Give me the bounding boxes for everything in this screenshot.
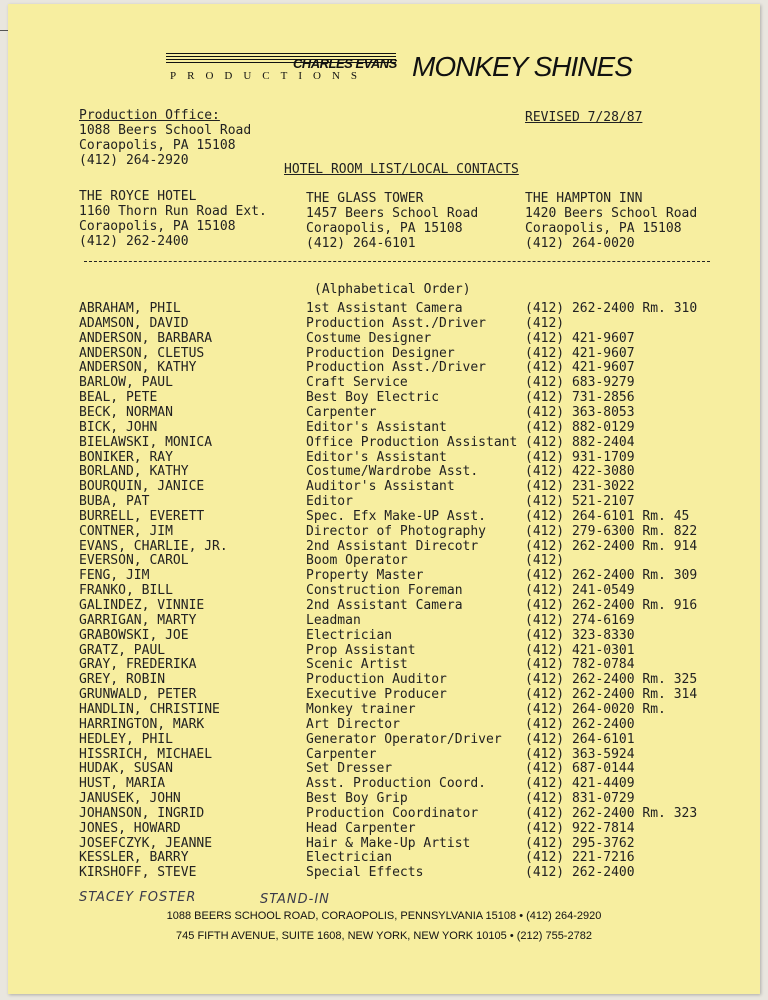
contact-phone: (412) 231-3022 xyxy=(525,479,635,495)
order-note: (Alphabetical Order) xyxy=(314,282,471,297)
contact-phone: (412) 421-0301 xyxy=(525,642,635,658)
contact-role: Director of Photography xyxy=(306,523,487,539)
revised-date: REVISED 7/28/87 xyxy=(525,110,643,125)
contact-phone: (412) 363-8053 xyxy=(525,404,635,420)
contact-name: ADAMSON, DAVID xyxy=(79,315,189,331)
contact-phone: (412) 882-2404 xyxy=(525,434,635,450)
company-name: CHARLES EVANS xyxy=(293,56,397,71)
contact-role: Generator Operator/Driver xyxy=(306,731,502,747)
contact-phone: (412) 262-2400 Rm. 325 xyxy=(525,672,698,688)
hotel-name: THE ROYCE HOTEL xyxy=(79,189,197,204)
contact-name: GRUNWALD, PETER xyxy=(79,687,197,703)
contact-role: Head Carpenter xyxy=(306,820,416,836)
hotel-address2: Coraopolis, PA 15108 xyxy=(525,221,682,236)
hotel-name: THE GLASS TOWER xyxy=(306,191,424,206)
productions-label: PRODUCTIONS xyxy=(170,70,369,82)
contact-phone: (412) 931-1709 xyxy=(525,449,635,465)
contact-role: Leadman xyxy=(306,612,361,628)
contact-name: KESSLER, BARRY xyxy=(79,850,189,866)
contact-role: Craft Service xyxy=(306,375,408,391)
contact-phone: (412) 882-0129 xyxy=(525,419,635,435)
contact-role: Auditor's Assistant xyxy=(306,479,455,495)
contact-role: Special Effects xyxy=(306,865,424,881)
contact-phone: (412) 363-5924 xyxy=(525,746,635,762)
contact-name: GRATZ, PAUL xyxy=(79,642,166,658)
contact-name: ANDERSON, BARBARA xyxy=(79,330,213,346)
contact-phone: (412) 264-0020 Rm. xyxy=(525,701,666,717)
contact-role: Production Asst./Driver xyxy=(306,315,487,331)
contact-phone: (412) 262-2400 xyxy=(525,716,635,732)
contact-role: Spec. Efx Make-UP Asst. xyxy=(306,508,487,524)
contact-phone: (412) 922-7814 xyxy=(525,820,635,836)
contact-role: Production Auditor xyxy=(306,672,447,688)
contact-phone: (412) 782-0784 xyxy=(525,657,635,673)
contact-name: GRAY, FREDERIKA xyxy=(79,657,197,673)
contact-phone: (412) 421-9607 xyxy=(525,360,635,376)
contact-phone: (412) 323-8330 xyxy=(525,627,635,643)
contact-role: Set Dresser xyxy=(306,761,393,777)
contact-name: ANDERSON, CLETUS xyxy=(79,345,205,361)
contact-role: Boom Operator xyxy=(306,553,408,569)
contact-phone: (412) 731-2856 xyxy=(525,390,635,406)
contact-name: HUST, MARIA xyxy=(79,776,166,792)
contact-role: Production Coordinator xyxy=(306,805,479,821)
contact-role: Asst. Production Coord. xyxy=(306,776,487,792)
contact-phone: (412) 221-7216 xyxy=(525,850,635,866)
hotel-address1: 1420 Beers School Road xyxy=(525,206,698,221)
contact-phone: (412) 279-6300 Rm. 822 xyxy=(525,523,698,539)
office-address2: Coraopolis, PA 15108 xyxy=(79,138,236,153)
contact-name: JONES, HOWARD xyxy=(79,820,181,836)
contact-name: GALINDEZ, VINNIE xyxy=(79,598,205,613)
hotel-address1: 1457 Beers School Road xyxy=(306,206,479,221)
contact-name: HUDAK, SUSAN xyxy=(79,761,173,777)
contact-role: Electrician xyxy=(306,850,393,866)
contact-role: 1st Assistant Camera xyxy=(306,301,463,316)
contact-name: BUBA, PAT xyxy=(79,494,150,510)
hotel-phone: (412) 264-0020 xyxy=(525,236,635,251)
contact-phone: (412) xyxy=(525,553,565,569)
document-page xyxy=(8,4,760,994)
contact-role: Editor xyxy=(306,494,353,510)
contact-role: Costume Designer xyxy=(306,330,432,346)
contact-name: FENG, JIM xyxy=(79,568,150,584)
contact-name: GRABOWSKI, JOE xyxy=(79,627,189,643)
contact-name: GARRIGAN, MARTY xyxy=(79,612,197,628)
contact-name: ABRAHAM, PHIL xyxy=(79,301,181,316)
contact-name: HANDLIN, CHRISTINE xyxy=(79,701,220,717)
contact-name: BARLOW, PAUL xyxy=(79,375,173,391)
contact-name: BICK, JOHN xyxy=(79,419,158,435)
contact-role: Production Designer xyxy=(306,345,455,361)
contact-phone: (412) 422-3080 xyxy=(525,464,635,480)
contact-name: HISSRICH, MICHAEL xyxy=(79,746,213,762)
film-title: MONKEY SHINES xyxy=(412,51,632,82)
contact-phone: (412) 262-2400 Rm. 314 xyxy=(525,687,698,703)
contact-role: Editor's Assistant xyxy=(306,449,447,465)
contact-role: Construction Foreman xyxy=(306,583,463,599)
contact-name: GREY, ROBIN xyxy=(79,672,166,688)
contact-role: Property Master xyxy=(306,568,424,584)
contact-phone: (412) 262-2400 Rm. 916 xyxy=(525,598,698,613)
contact-role: Hair & Make-Up Artist xyxy=(306,835,471,851)
contact-name: JOHANSON, INGRID xyxy=(79,805,205,821)
contact-role: Office Production Assistant xyxy=(306,434,518,450)
handwritten-role: STAND-IN xyxy=(260,892,330,907)
contact-name: FRANKO, BILL xyxy=(79,583,173,599)
contact-phone: (412) 683-9279 xyxy=(525,375,635,391)
contact-role: Costume/Wardrobe Asst. xyxy=(306,464,479,480)
hotel-address1: 1160 Thorn Run Road Ext. xyxy=(79,204,267,219)
contact-phone: (412) xyxy=(525,315,565,331)
contact-name: ANDERSON, KATHY xyxy=(79,360,197,376)
office-phone: (412) 264-2920 xyxy=(79,153,189,168)
hotel-phone: (412) 262-2400 xyxy=(79,234,189,249)
contact-name: BOURQUIN, JANICE xyxy=(79,479,205,495)
contact-role: Best Boy Electric xyxy=(306,390,440,406)
contact-phone: (412) 262-2400 xyxy=(525,865,635,881)
office-address1: 1088 Beers School Road xyxy=(79,123,252,138)
contact-role: Monkey trainer xyxy=(306,701,416,717)
contact-role: Scenic Artist xyxy=(306,657,408,673)
contact-name: BORLAND, KATHY xyxy=(79,464,189,480)
contact-name: HARRINGTON, MARK xyxy=(79,716,205,732)
contact-role: 2nd Assistant Camera xyxy=(306,598,463,613)
contact-role: Executive Producer xyxy=(306,687,447,703)
contact-phone: (412) 421-9607 xyxy=(525,345,635,361)
contact-name: JANUSEK, JOHN xyxy=(79,791,181,807)
contact-name: BIELAWSKI, MONICA xyxy=(79,434,213,450)
contact-phone: (412) 262-2400 Rm. 310 xyxy=(525,301,698,316)
contact-role: 2nd Assistant Direcotr xyxy=(306,538,479,554)
contact-phone: (412) 241-0549 xyxy=(525,583,635,599)
footer-address-ny: 745 FIFTH AVENUE, SUITE 1608, NEW YORK, NEW YORK 10105 • (212) 755-2782 xyxy=(176,930,592,942)
contact-phone: (412) 421-9607 xyxy=(525,330,635,346)
contact-phone: (412) 521-2107 xyxy=(525,494,635,510)
list-title: HOTEL ROOM LIST/LOCAL CONTACTS xyxy=(284,162,519,177)
contact-name: JOSEFCZYK, JEANNE xyxy=(79,835,213,851)
hotel-address2: Coraopolis, PA 15108 xyxy=(306,221,463,236)
footer-address-pa: 1088 BEERS SCHOOL ROAD, CORAOPOLIS, PENNSYLVANIA 15108 • (412) 264-2920 xyxy=(166,910,602,922)
contact-phone: (412) 262-2400 Rm. 323 xyxy=(525,805,698,821)
contact-role: Art Director xyxy=(306,716,400,732)
contact-role: Carpenter xyxy=(306,404,377,420)
contact-name: BEAL, PETE xyxy=(79,390,158,406)
contact-phone: (412) 262-2400 Rm. 309 xyxy=(525,568,698,584)
contact-name: HEDLEY, PHIL xyxy=(79,731,173,747)
contact-role: Editor's Assistant xyxy=(306,419,447,435)
contact-phone: (412) 295-3762 xyxy=(525,835,635,851)
contact-role: Best Boy Grip xyxy=(306,791,408,807)
contact-phone: (412) 264-6101 xyxy=(525,731,635,747)
contact-role: Carpenter xyxy=(306,746,377,762)
contact-phone: (412) 262-2400 Rm. 914 xyxy=(525,538,698,554)
hotel-phone: (412) 264-6101 xyxy=(306,236,416,251)
office-label: Production Office: xyxy=(79,108,220,123)
contact-name: KIRSHOFF, STEVE xyxy=(79,865,197,881)
contact-phone: (412) 831-0729 xyxy=(525,791,635,807)
contact-name: BURRELL, EVERETT xyxy=(79,508,205,524)
hotel-address2: Coraopolis, PA 15108 xyxy=(79,219,236,234)
contact-name: EVANS, CHARLIE, JR. xyxy=(79,538,228,554)
contact-phone: (412) 274-6169 xyxy=(525,612,635,628)
contact-phone: (412) 421-4409 xyxy=(525,776,635,792)
contact-role: Prop Assistant xyxy=(306,642,416,658)
hotel-name: THE HAMPTON INN xyxy=(525,191,643,206)
contact-role: Production Asst./Driver xyxy=(306,360,487,376)
contact-role: Electrician xyxy=(306,627,393,643)
dashed-divider xyxy=(84,261,710,262)
contact-name: EVERSON, CAROL xyxy=(79,553,189,569)
handwritten-name: STACEY FOSTER xyxy=(79,890,197,905)
contact-name: BONIKER, RAY xyxy=(79,449,173,465)
contact-name: BECK, NORMAN xyxy=(79,404,173,420)
contact-phone: (412) 264-6101 Rm. 45 xyxy=(525,508,690,524)
contact-name: CONTNER, JIM xyxy=(79,523,173,539)
contact-phone: (412) 687-0144 xyxy=(525,761,635,777)
